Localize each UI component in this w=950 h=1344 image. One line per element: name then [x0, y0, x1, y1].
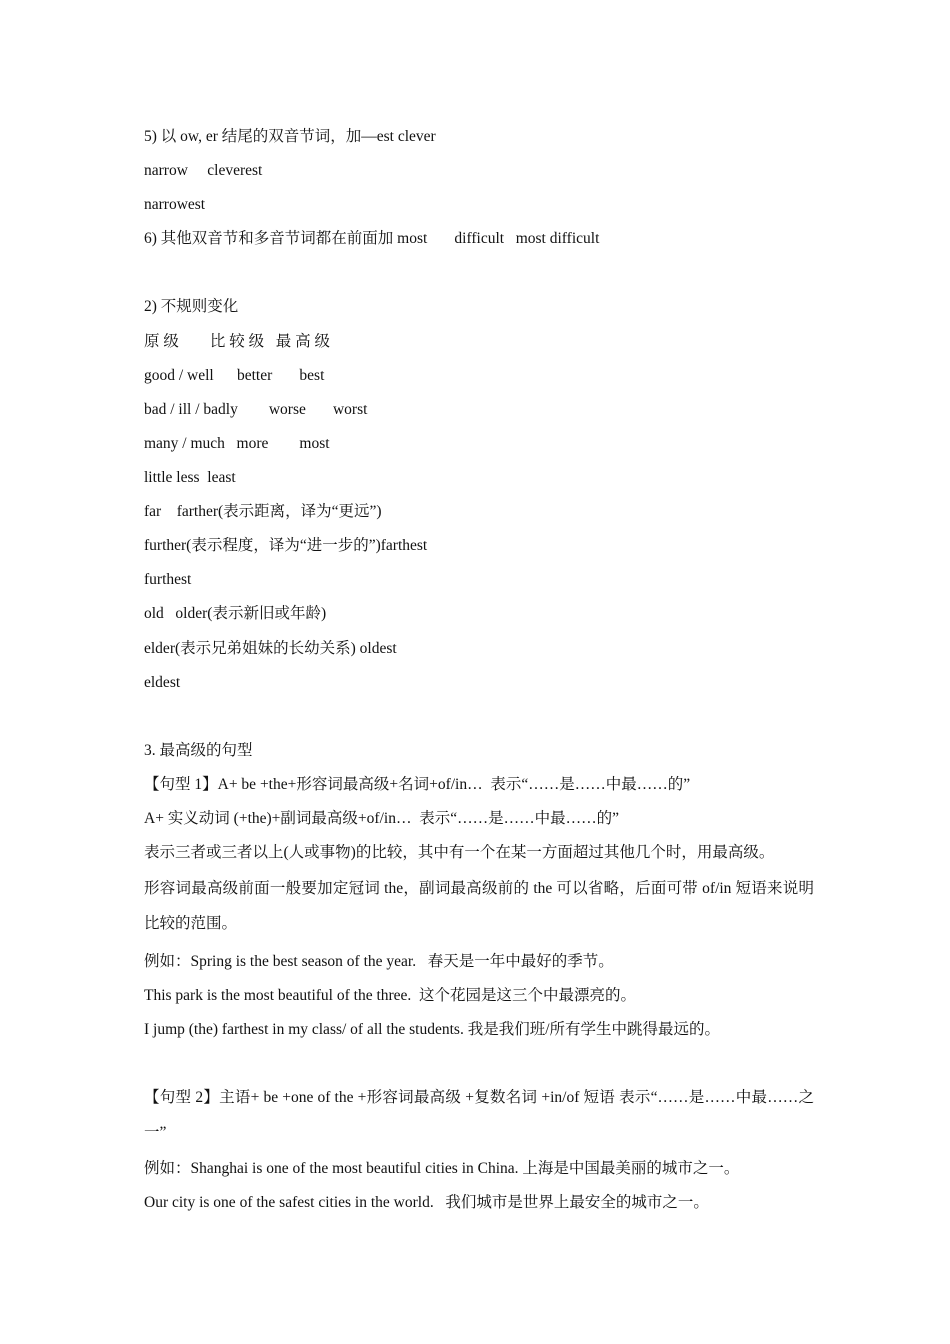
- irregular-row-little: little less least: [144, 469, 236, 486]
- irregular-row-furthest: furthest: [144, 571, 192, 588]
- rule-6-text: 6) 其他双音节和多音节词都在前面加 most difficult most difficult: [144, 230, 600, 247]
- example-shanghai: 例如：Shanghai is one of the most beautiful cities in China. 上海是中国最美丽的城市之一。: [144, 1160, 740, 1177]
- pattern-1-verb-form: A+ 实义动词 (+the)+副词最高级+of/in… 表示“……是……中最……的”: [144, 810, 619, 827]
- irregular-row-eldest: eldest: [144, 674, 181, 691]
- example-spring: 例如：Spring is the best season of the year. 春天是一年中最好的季节。: [144, 953, 614, 970]
- pattern-1-explanation: 表示三者或三者以上(人或事物)的比较，其中有一个在某一方面超过其他几个时，用最高级。: [144, 844, 775, 861]
- irregular-row-elder: elder(表示兄弟姐妹的长幼关系) oldest: [144, 640, 397, 657]
- pattern-1-article-note: 形容词最高级前面一般要加定冠词 the，副词最高级前的 the 可以省略，后面可带 of/in 短语来说明比较的范围。: [144, 880, 814, 932]
- example-narrow: narrow cleverest: [144, 162, 263, 179]
- example-park: This park is the most beautiful of the three. 这个花园是这三个中最漂亮的。: [144, 987, 637, 1004]
- irregular-row-further: further(表示程度，译为“进一步的”)farthest: [144, 537, 428, 554]
- example-jump: I jump (the) farthest in my class/ of all the students. 我是我们班/所有学生中跳得最远的。: [144, 1021, 721, 1038]
- example-our-city: Our city is one of the safest cities in the world. 我们城市是世界上最安全的城市之一。: [144, 1194, 709, 1211]
- irregular-row-bad: bad / ill / badly worse worst: [144, 401, 368, 418]
- irregular-table-header: 原 级 比 较 级 最 高 级: [144, 333, 331, 350]
- example-narrowest: narrowest: [144, 196, 206, 213]
- irregular-heading: 2) 不规则变化: [144, 298, 239, 315]
- rule-5-text: 5) 以 ow, er 结尾的双音节词，加—est clever: [144, 128, 436, 145]
- superlative-patterns-heading: 3. 最高级的句型: [144, 742, 253, 759]
- irregular-row-old: old older(表示新旧或年龄): [144, 605, 327, 622]
- irregular-row-many: many / much more most: [144, 435, 330, 452]
- pattern-1-title: 【句型 1】A+ be +the+形容词最高级+名词+of/in… 表示“……是……中最……的”: [144, 776, 691, 793]
- irregular-row-good: good / well better best: [144, 367, 325, 384]
- pattern-2-title: 【句型 2】主语+ be +one of the +形容词最高级 +复数名词 +in/of 短语 表示“……是……中最……之一”: [144, 1089, 814, 1141]
- irregular-row-far: far farther(表示距离，译为“更远”): [144, 503, 382, 520]
